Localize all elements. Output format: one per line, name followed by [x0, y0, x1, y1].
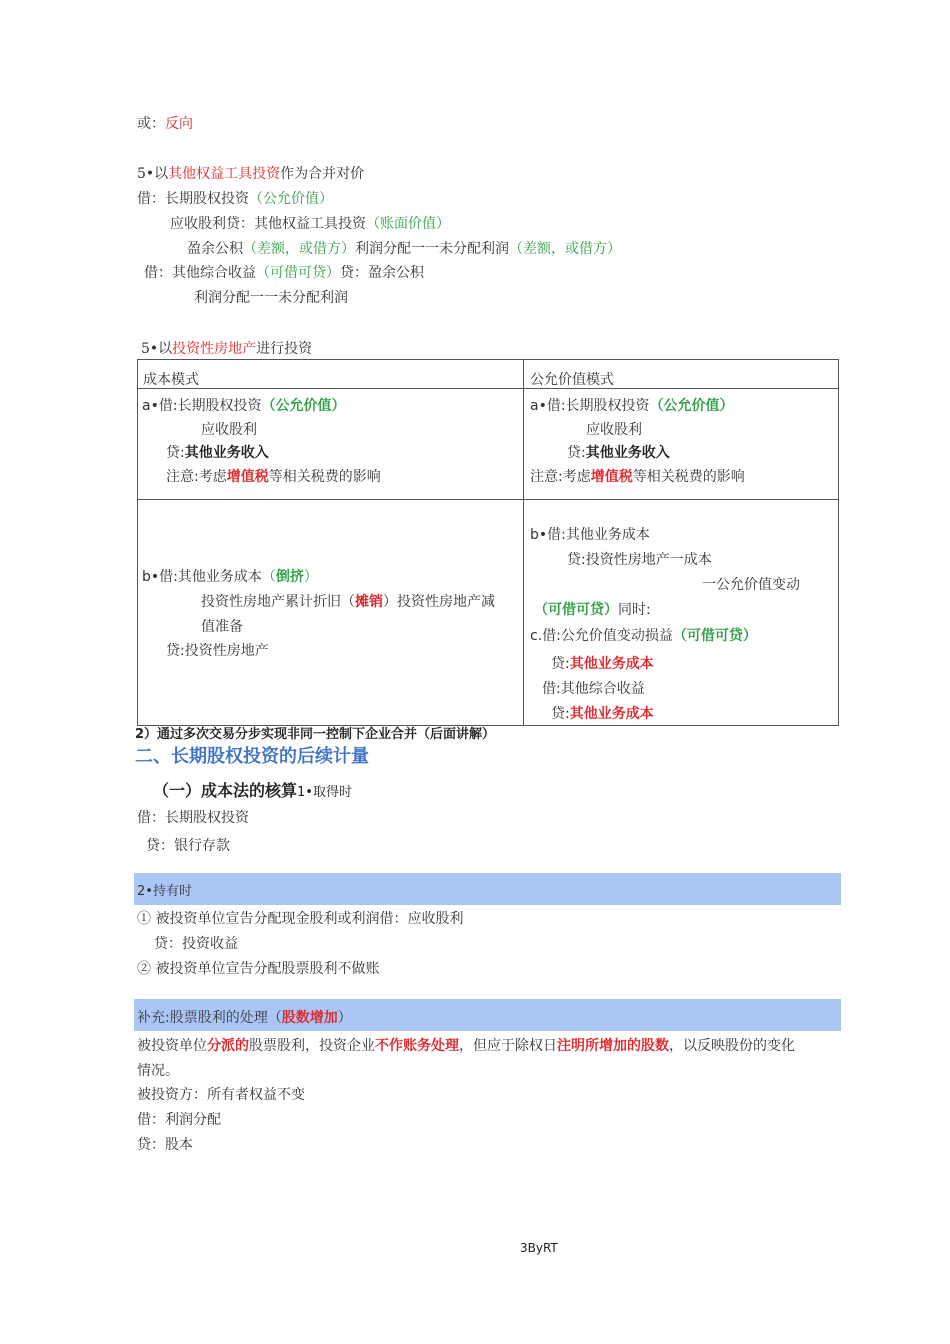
entry1-debit: 借：长期股权投资 [137, 810, 249, 826]
page-footer: 3ByRT [520, 1241, 558, 1255]
section5a-line2: 应收股利贷：其他权益工具投资（账面价值） [170, 216, 450, 232]
holding-item-1: ① 被投资单位宣告分配现金股利或利润借：应收股利 [137, 911, 464, 927]
section5a-title: 5•以其他权益工具投资作为合并对价 [137, 166, 365, 182]
cost-model-b-cell: b•借:其他业务成本（倒挤） 投资性房地产累计折旧（摊销）投资性房地产减 值准备 贷:投资性房地产 [138, 500, 524, 726]
header-cost-model: 成本模式 [138, 360, 524, 389]
holding-item-1-credit: 贷：投资收益 [154, 936, 238, 952]
section5b-title: 5•以投资性房地产进行投资 [141, 341, 313, 357]
section5a-line3: 盈余公积（差额，或借方）利润分配一一未分配利润（差额，或借方） [187, 241, 621, 257]
stock-dividend-paragraph: 被投资单位分派的股票股利，投资企业不作账务处理，但应于除权日注明所增加的股数，以反映股份的变化 [137, 1038, 795, 1054]
sub1-title-row: （一）成本法的核算1•取得时 [153, 781, 352, 800]
section5a-line4: 借：其他综合收益（可借可贷）贷：盈余公积 [144, 265, 424, 281]
comparison-table [137, 359, 839, 726]
investee-equity-line: 被投资方：所有者权益不变 [137, 1087, 305, 1103]
section5a-line5: 利润分配一一未分配利润 [194, 290, 348, 306]
holding-item-2: ② 被投资单位宣告分配股票股利不做账 [137, 961, 380, 977]
line-or: 或：反向 [137, 116, 193, 132]
investee-debit-line: 借：利润分配 [137, 1112, 221, 1128]
holding-band [134, 873, 841, 905]
holding-title: 2•持有时 [137, 884, 192, 899]
header-fair-value-model: 公允价值模式 [524, 360, 839, 389]
investee-credit-line: 贷：股本 [137, 1137, 193, 1153]
fair-model-b-cell: b•借:其他业务成本 贷:投资性房地产一成本 一公允价值变动 （可借可贷）同时: c.借:公允价值变动损益（可借可贷） 贷:其他业务成本 借:其他综合收益 贷:其他业务成本 [524, 500, 839, 726]
section5a-line1: 借：长期股权投资（公允价值） [137, 191, 333, 207]
part2-heading: 二、长期股权投资的后续计量 [135, 746, 369, 767]
supplement-title: 补充:股票股利的处理（股数增加） [137, 1010, 352, 1026]
cost-model-a-cell: a•借:长期股权投资（公允价值） 应收股利 贷:其他业务收入 注意:考虑增值税等相关税费的影响 [138, 389, 524, 500]
fair-model-a-cell: a•借:长期股权投资（公允价值） 应收股利 贷:其他业务收入 注意:考虑增值税等相关税费的影响 [524, 389, 839, 500]
stock-dividend-paragraph-line2: 情况。 [137, 1063, 179, 1079]
note-stepwise-merger: 2）通过多次交易分步实现非同一控制下企业合并（后面讲解） [135, 727, 496, 742]
entry1-credit: 贷：银行存款 [146, 838, 230, 854]
